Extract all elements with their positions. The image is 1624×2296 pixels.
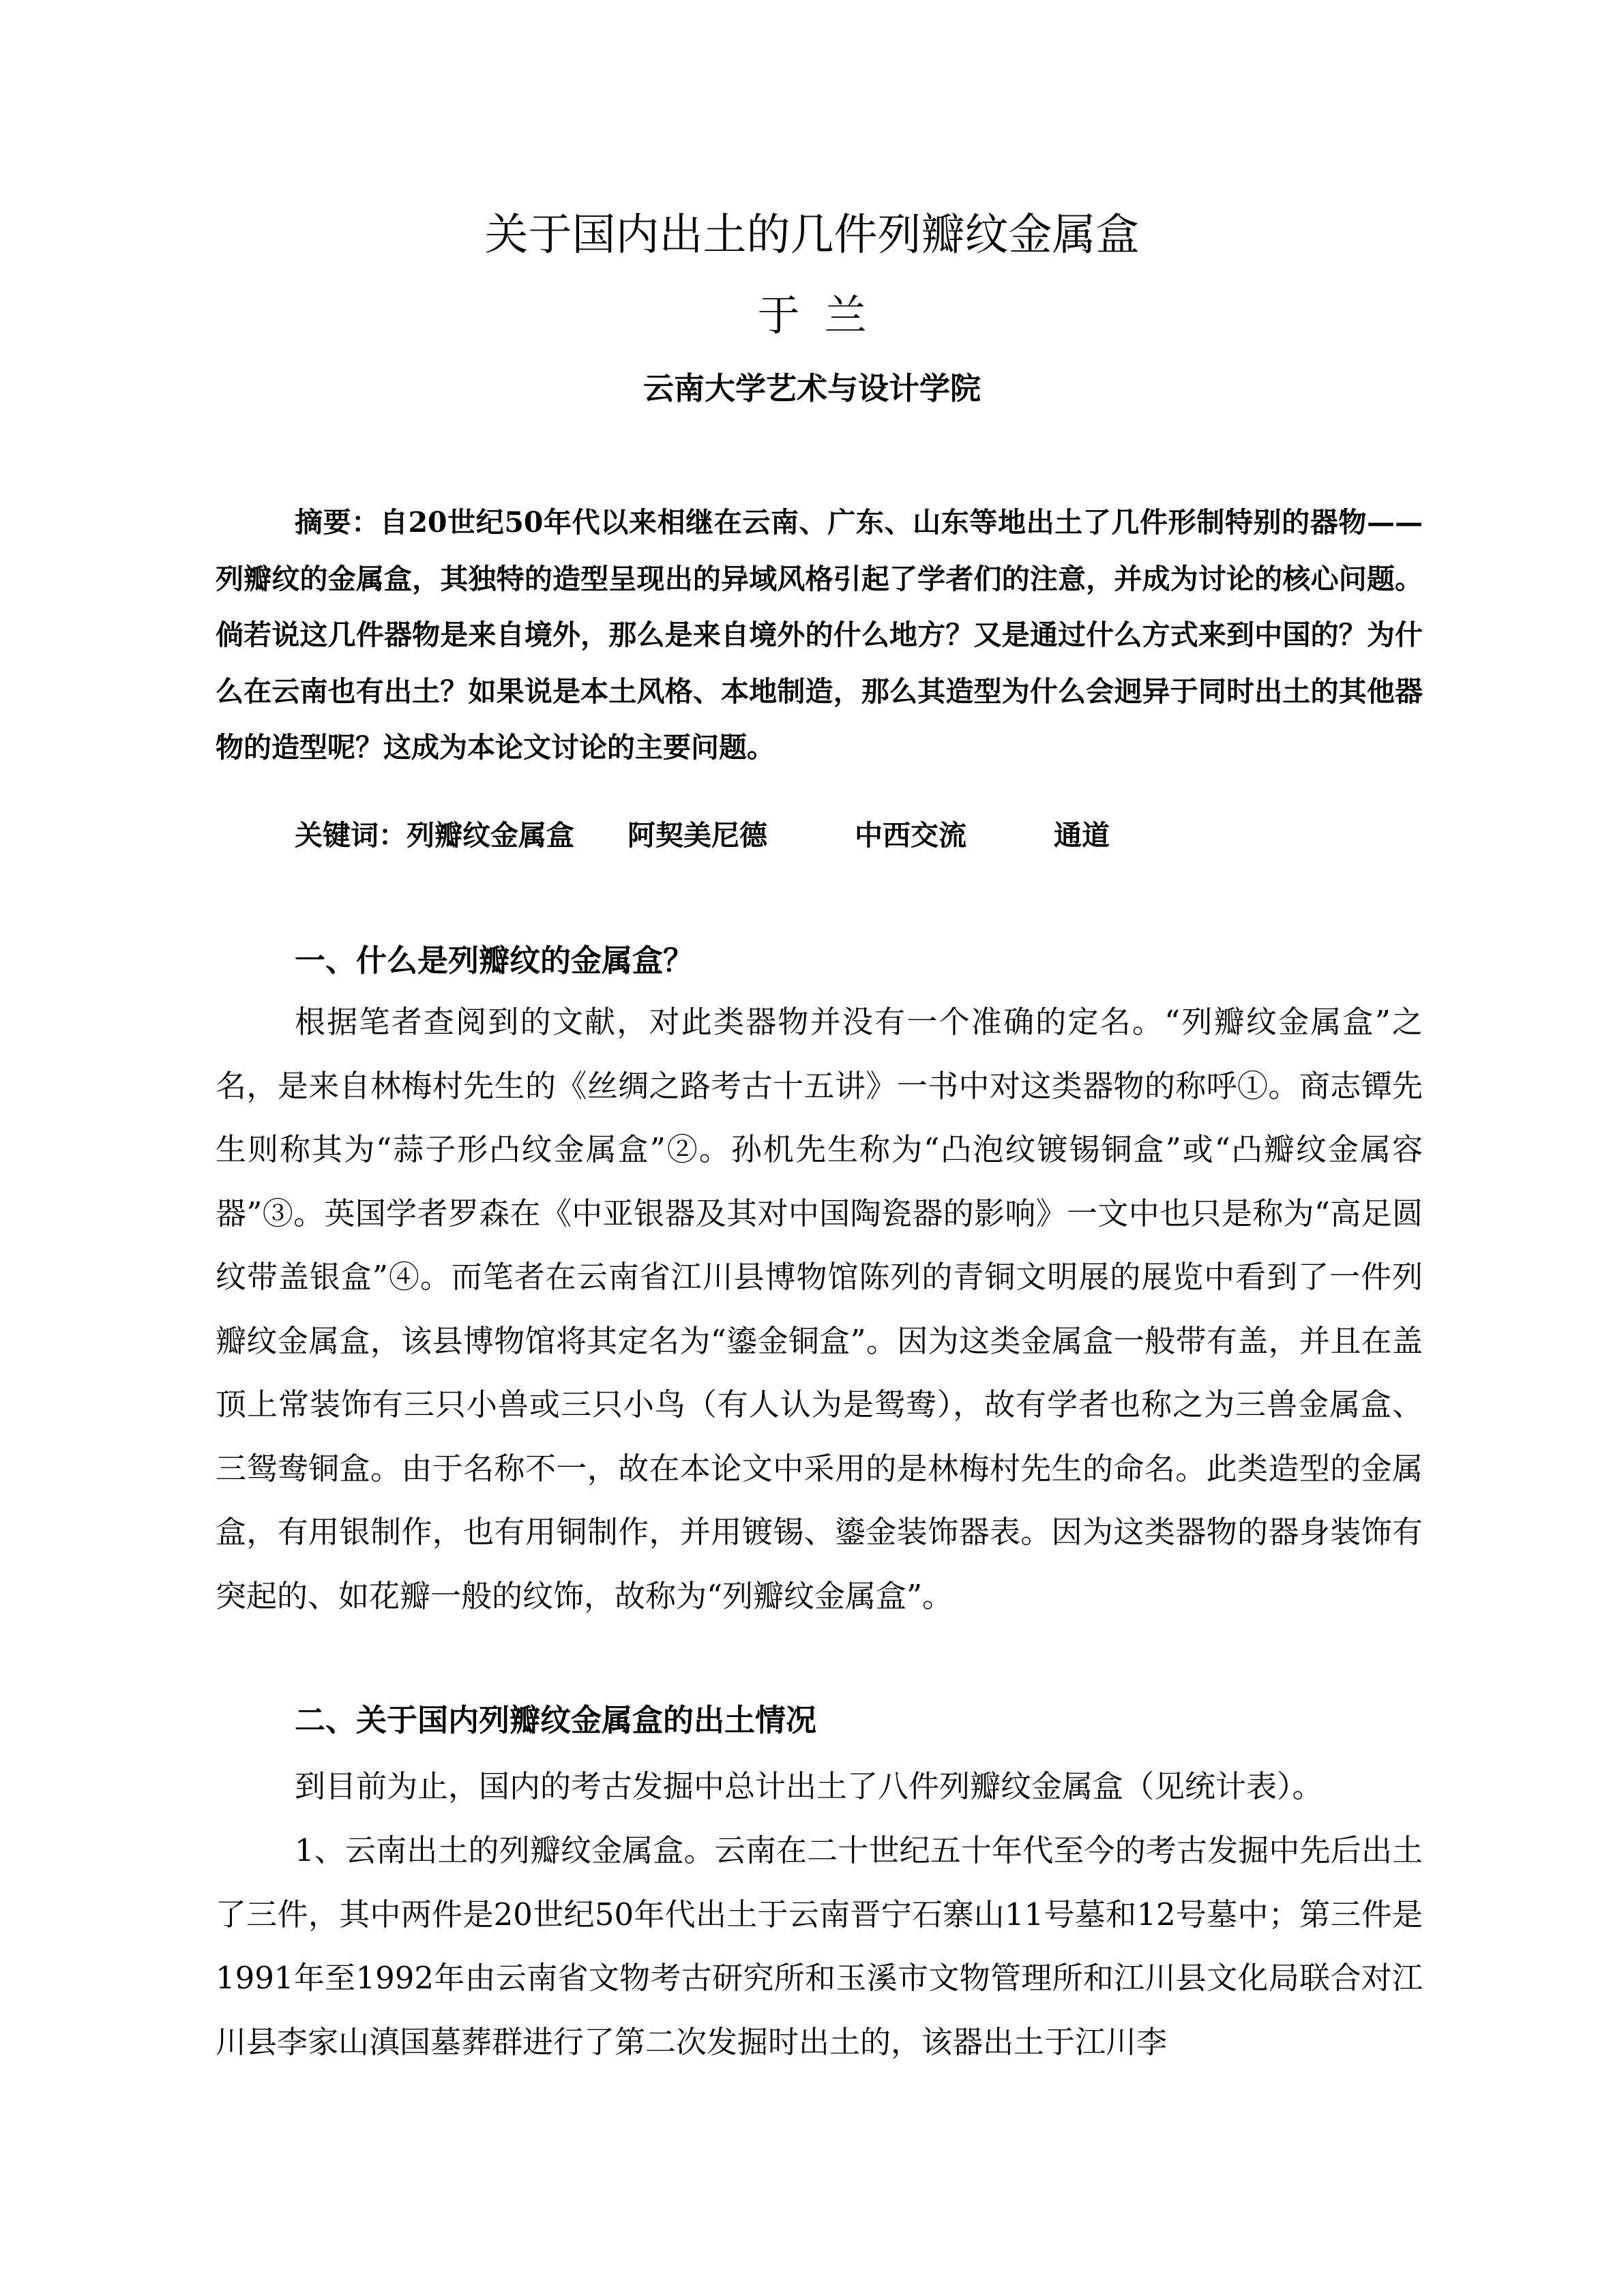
- keyword: 中西交流: [855, 819, 966, 852]
- abstract: 摘要：自20世纪50年代以来相继在云南、广东、山东等地出土了几件形制特别的器物——列瓣纹的金属盒，其独特的造型呈现出的异域风格引起了学者们的注意，并成为讨论的核心问题。倘若说这几件器物是来自境外，那么是来自境外的什么地方？又是通过什么方式来到中国的？为什么在云南也有出土？如果说是本土风格、本地制造，那么其造型为什么会迥异于同时出土的其他器物的造型呢？这成为本论文讨论的主要问题。: [216, 506, 1423, 764]
- paper-author: 于兰: [757, 290, 891, 340]
- section-heading: 二、关于国内列瓣纹金属盒的出土情况: [295, 1702, 817, 1738]
- body-paragraph: 1、云南出土的列瓣纹金属盒。云南在二十世纪五十年代至今的考古发掘中先后出土了三件，其中两件是20世纪50年代出土于云南晋宁石寨山11号墓和12号墓中；第三件是1991年至1992年由云南省文物考古研究所和玉溪市文物管理所和江川县文化局联合对江川县李家山滇国墓葬群进行了第二次发掘时出土的，该器出土于江川李: [216, 1832, 1423, 2060]
- body-paragraph: 根据笔者查阅到的文献，对此类器物并没有一个准确的定名。“列瓣纹金属盒”之名，是来自林梅村先生的《丝绸之路考古十五讲》一书中对这类器物的称呼①。商志镡先生则称其为“蒜子形凸纹金属盒”②。孙机先生称为“凸泡纹镀锡铜盒”或“凸瓣纹金属容器”③。英国学者罗森在《中亚银器及其对中国陶瓷器的影响》一文中也只是称为“高足圆纹带盖银盒”④。而笔者在云南省江川县博物馆陈列的青铜文明展的展览中看到了一件列瓣纹金属盒，该县博物馆将其定名为“鎏金铜盒”。因为这类金属盒一般带有盖，并且在盖顶上常装饰有三只小兽或三只小鸟（有人认为是鸳鸯），故有学者也称之为三兽金属盒、三鸳鸯铜盒。由于名称不一，故在本论文中采用的是林梅村先生的命名。此类造型的金属盒，有用银制作，也有用铜制作，并用镀锡、鎏金装饰器表。因为这类器物的器身装饰有突起的、如花瓣一般的纹饰，故称为“列瓣纹金属盒”。: [216, 1004, 1423, 1614]
- section-heading: 一、什么是列瓣纹的金属盒？: [295, 942, 694, 979]
- body-paragraph: 到目前为止，国内的考古发掘中总计出土了八件列瓣纹金属盒（见统计表）。: [295, 1768, 1323, 1804]
- keyword: 阿契美尼德: [628, 819, 767, 852]
- keyword: 通道: [1054, 819, 1110, 852]
- keywords-line: [295, 811, 1110, 859]
- author-affiliation: 云南大学艺术与设计学院: [643, 370, 981, 406]
- keywords-label: 关键词：: [295, 819, 407, 852]
- keyword: 列瓣纹金属盒: [407, 819, 574, 852]
- paper-title: 关于国内出土的几件列瓣纹金属盒: [484, 210, 1140, 260]
